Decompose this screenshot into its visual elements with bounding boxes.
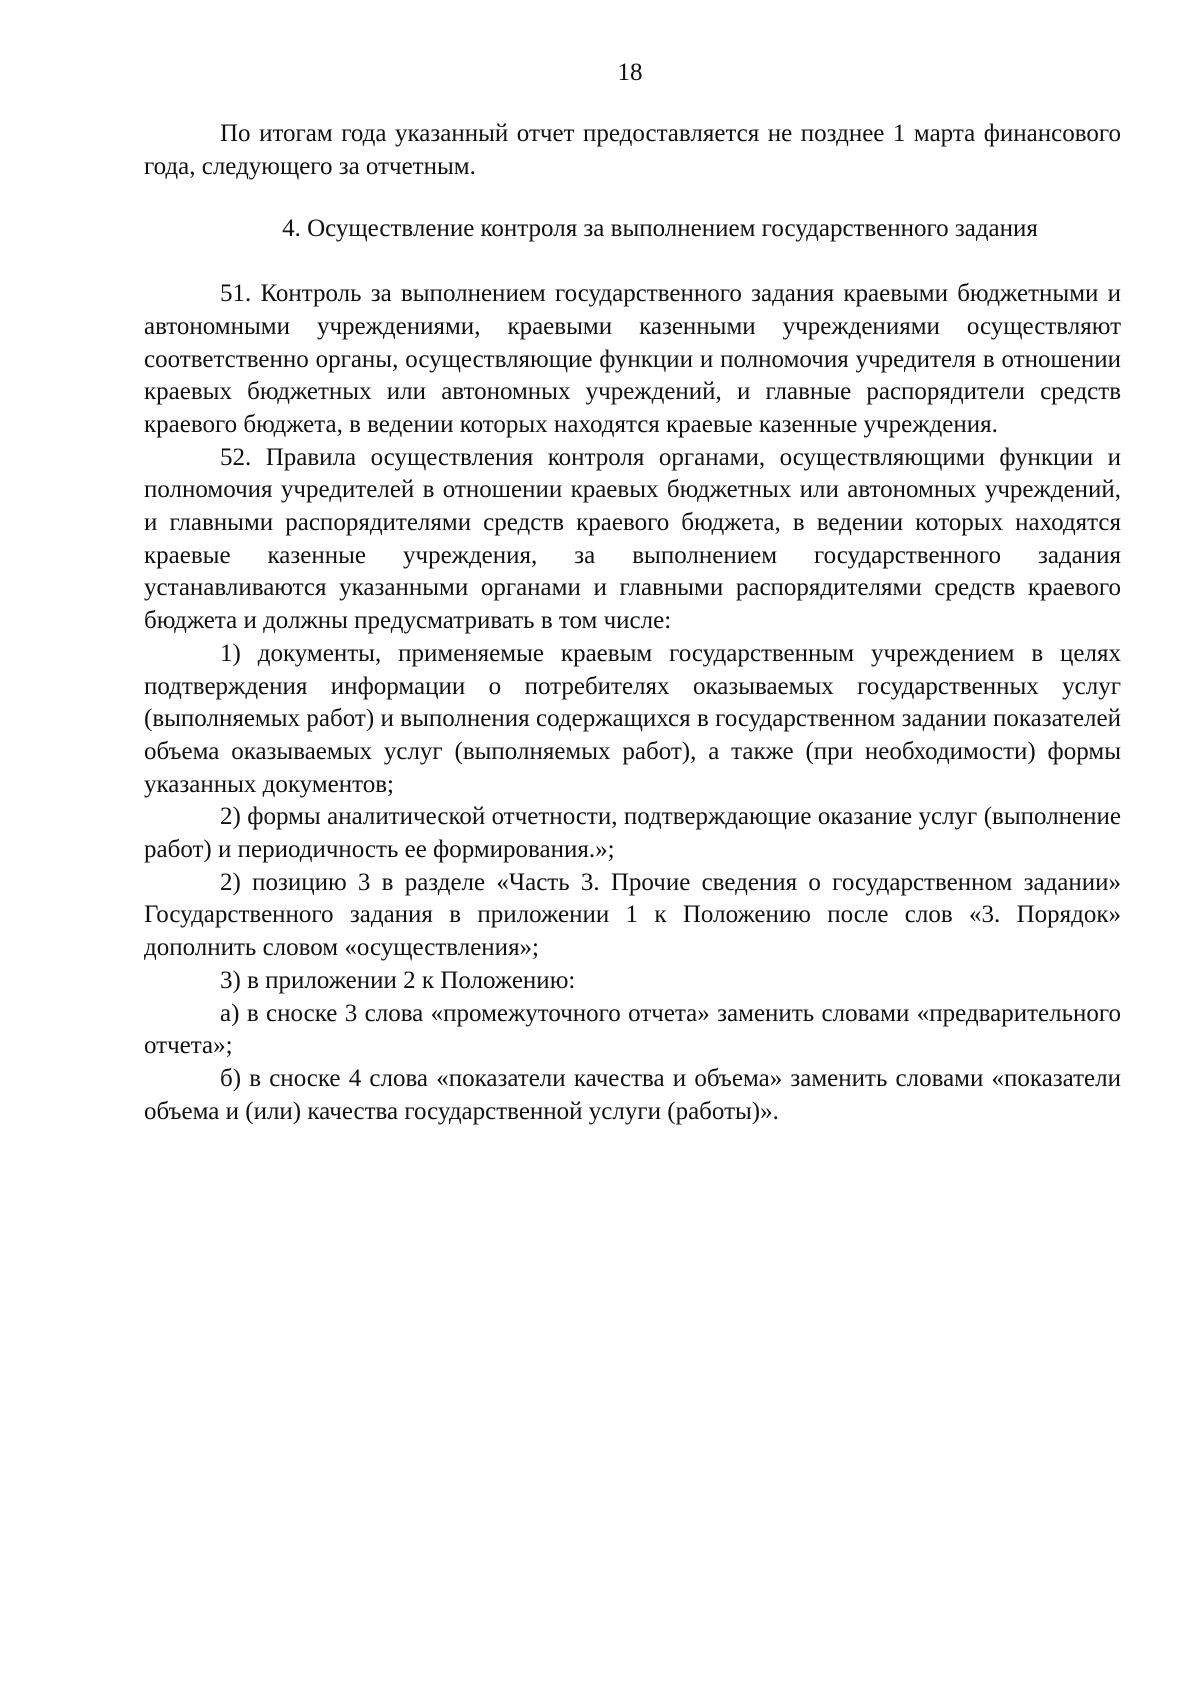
paragraph-52-item-2: 2) формы аналитической отчетности, подтверждающие оказание услуг (выполнение работ) и периодичность ее формирования.»;: [144, 803, 1121, 864]
amendment-item-2: 2) позицию 3 в разделе «Часть 3. Прочие сведения о государственном задании» Государственного задания в приложении 1 к Положению после слов «3. Порядок» дополнить словом «осуществления»;: [144, 868, 1121, 962]
amendment-item-3b: б) в сноске 4 слова «показатели качества и объема» заменить словами «показатели объема и (или) качества государственной услуги (работы)».: [144, 1064, 1121, 1125]
amendment-item-3a: а) в сноске 3 слова «промежуточного отчета» заменить словами «предварительного отчета»;: [144, 999, 1121, 1060]
amendment-item-3: 3) в приложении 2 к Положению:: [220, 966, 576, 994]
paragraph-52: 52. Правила осуществления контроля органами, осуществляющими функции и полномочия учредителей в отношении краевых бюджетных или автономных учреждений, и главными распорядителями средств краевого бюджета, в ведении которых находятся краевые казенные учреждения, за выполнением государственного задания устанавливаются указанными органами и главными распорядителями средств краевого бюджета и должны предусматривать в том числе:: [144, 443, 1121, 635]
section-heading: 4. Осуществление контроля за выполнением государственного задания: [282, 215, 1038, 243]
paragraph-report-deadline: По итогам года указанный отчет предоставляется не позднее 1 марта финансового года, следующего за отчетным.: [144, 120, 1121, 180]
paragraph-51: 51. Контроль за выполнением государственного задания краевыми бюджетными и автономными учреждениями, краевыми казенными учреждениями осуществляют соответственно органы, осуществляющие функции и полномочия учредителя в отношении краевых бюджетных или автономных учреждений, и главные распорядители средств краевого бюджета, в ведении которых находятся краевые казенные учреждения.: [144, 280, 1121, 438]
page-number: 18: [617, 59, 643, 86]
document-body: [144, 118, 1121, 1128]
paragraph-52-item-1: 1) документы, применяемые краевым государственным учреждением в целях подтверждения информации о потребителях оказываемых государственных услуг (выполняемых работ) и выполнения содержащихся в государственном задании показателей объема оказываемых услуг (выполняемых работ), а также (при необходимости) формы указанных документов;: [144, 639, 1121, 798]
